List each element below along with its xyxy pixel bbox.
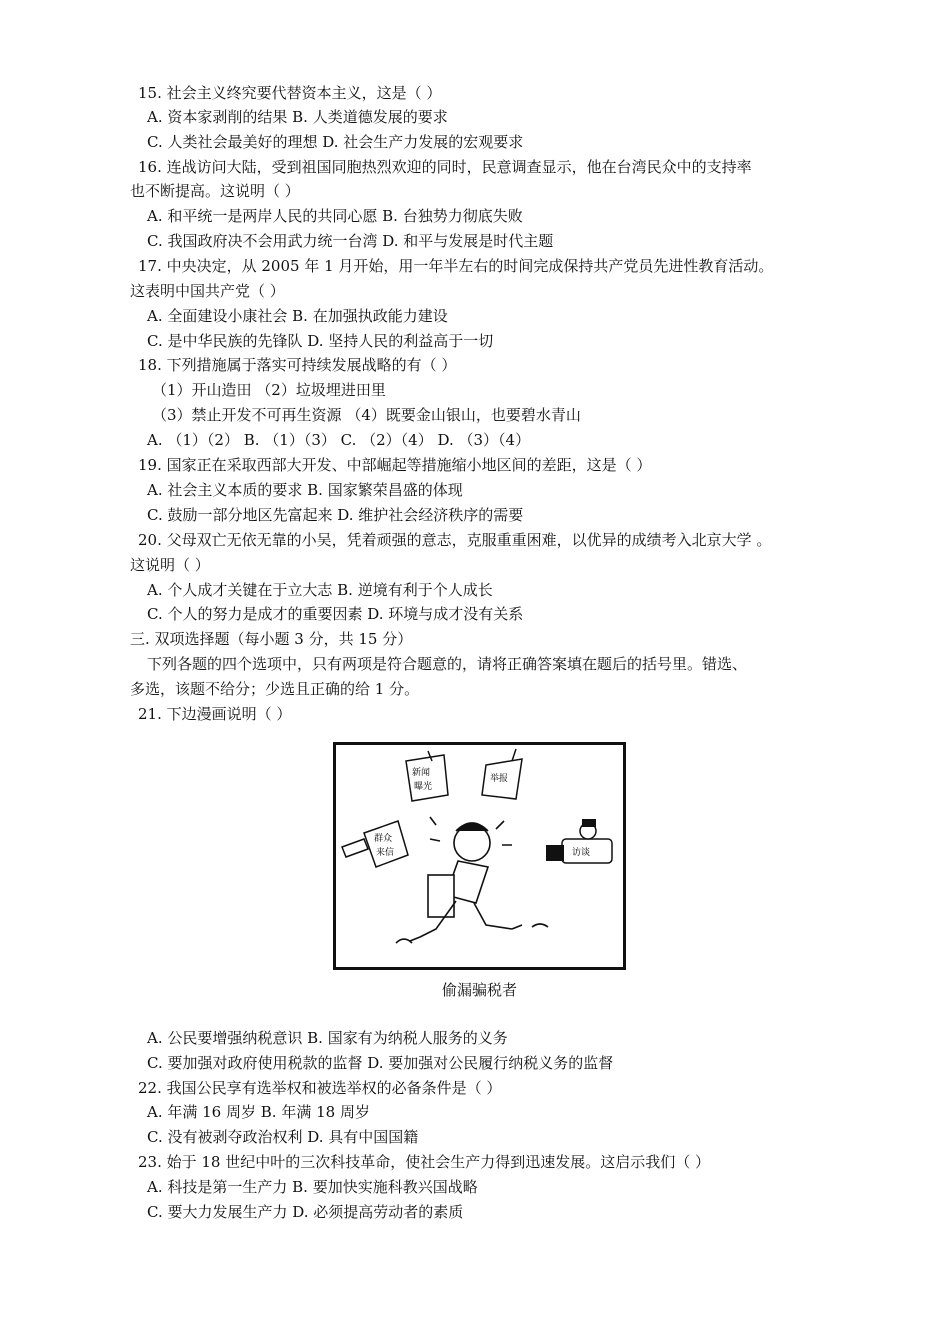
text-line: A. 和平统一是两岸人民的共同心愿 B. 台独势力彻底失败 — [147, 207, 523, 225]
text-line: A. 科技是第一生产力 B. 要加快实施科教兴国战略 — [147, 1178, 478, 1196]
letter-tag-1: 群众 — [374, 834, 393, 844]
text-line: C. 我国政府决不会用武力统一台湾 D. 和平与发展是时代主题 — [147, 232, 554, 250]
text-line: 三. 双项选择题（每小题 3 分，共 15 分） — [130, 630, 413, 648]
text-line: C. 人类社会最美好的理想 D. 社会生产力发展的宏观要求 — [147, 133, 524, 151]
text-line: 17. 中央决定，从 2005 年 1 月开始，用一年半左右的时间完成保持共产党员先进性教育活动。 — [138, 257, 774, 275]
text-line: （3）禁止开发不可再生资源 （4）既要金山银山，也要碧水青山 — [152, 406, 581, 424]
text-line: 也不断提高。这说明（ ） — [130, 182, 300, 200]
cartoon-drawing — [336, 745, 623, 967]
camera-icon — [546, 819, 612, 863]
letter-icon — [342, 821, 408, 867]
text-line: A. 年满 16 周岁 B. 年满 18 周岁 — [147, 1103, 370, 1121]
text-line: 这说明（ ） — [130, 556, 210, 574]
text-line: 多选，该题不给分；少选且正确的给 1 分。 — [130, 680, 420, 698]
interview-tag: 访谈 — [572, 848, 591, 858]
news-tag-2: 曝光 — [414, 782, 433, 792]
text-line: A. 公民要增强纳税意识 B. 国家有为纳税人服务的义务 — [147, 1029, 508, 1047]
report-tag: 举报 — [490, 774, 509, 784]
text-line: 18. 下列措施属于落实可持续发展战略的有（ ） — [138, 356, 457, 374]
text-line: 15. 社会主义终究要代替资本主义，这是（ ） — [138, 84, 442, 102]
cartoon-caption: 偷漏骗税者 — [441, 981, 517, 999]
text-line: C. 是中华民族的先锋队 D. 坚持人民的利益高于一切 — [147, 332, 494, 350]
report-paper-icon — [482, 749, 522, 799]
text-line: A. 个人成才关键在于立大志 B. 逆境有利于个人成长 — [147, 581, 493, 599]
text-line: 下列各题的四个选项中，只有两项是符合题意的，请将正确答案填在题后的括号里。错选、 — [147, 655, 748, 673]
news-paper-icon — [406, 751, 448, 801]
text-line: C. 要加强对政府使用税款的监督 D. 要加强对公民履行纳税义务的监督 — [147, 1054, 614, 1072]
text-line: C. 要大力发展生产力 D. 必须提高劳动者的素质 — [147, 1203, 464, 1221]
text-line: C. 鼓励一部分地区先富起来 D. 维护社会经济秩序的需要 — [147, 506, 524, 524]
text-line: A. （1）（2） B. （1）（3） C. （2）（4） D. （3）（4） — [147, 431, 531, 449]
text-line: （1）开山造田 （2）垃圾埋进田里 — [152, 381, 386, 399]
text-line: 20. 父母双亡无依无靠的小吴，凭着顽强的意志，克服重重困难，以优异的成绩考入北京大学 。 — [138, 531, 772, 549]
text-line: 21. 下边漫画说明（ ） — [138, 705, 292, 723]
text-line: C. 没有被剥夺政治权利 D. 具有中国国籍 — [147, 1128, 419, 1146]
running-man-figure — [396, 817, 548, 943]
letter-tag-2: 来信 — [376, 848, 395, 858]
text-line: A. 全面建设小康社会 B. 在加强执政能力建设 — [147, 307, 448, 325]
text-line: A. 社会主义本质的要求 B. 国家繁荣昌盛的体现 — [147, 481, 463, 499]
text-line: 这表明中国共产党（ ） — [130, 282, 285, 300]
text-line: A. 资本家剥削的结果 B. 人类道德发展的要求 — [147, 108, 448, 126]
text-line: C. 个人的努力是成才的重要因素 D. 环境与成才没有关系 — [147, 605, 524, 623]
text-line: 19. 国家正在采取西部大开发、中部崛起等措施缩小地区间的差距，这是（ ） — [138, 456, 652, 474]
text-line: 16. 连战访问大陆，受到祖国同胞热烈欢迎的同时，民意调查显示，他在台湾民众中的支持率 — [138, 158, 752, 176]
tax-evader-cartoon — [333, 742, 626, 970]
text-line: 22. 我国公民享有选举权和被选举权的必备条件是（ ） — [138, 1079, 502, 1097]
news-tag-1: 新闻 — [412, 768, 431, 778]
text-line: 23. 始于 18 世纪中叶的三次科技革命，使社会生产力得到迅速发展。这启示我们（ ） — [138, 1153, 711, 1171]
